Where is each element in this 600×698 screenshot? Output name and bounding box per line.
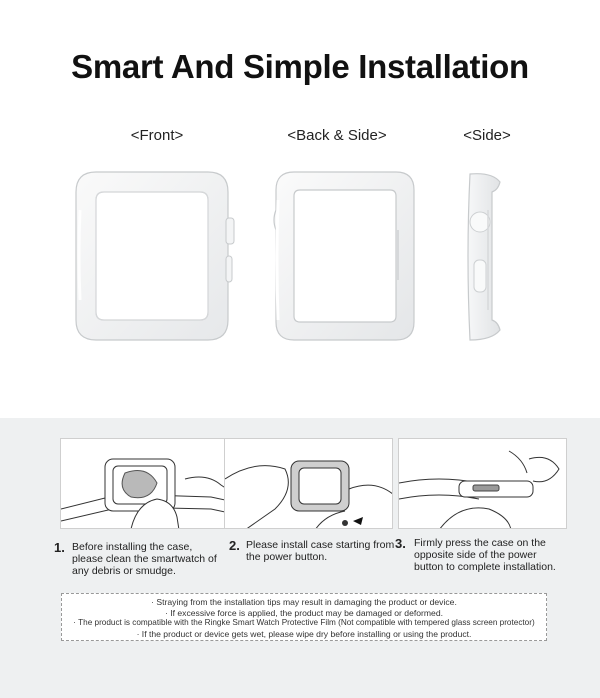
note-line: · If excessive force is applied, the product may be damaged or deformed. xyxy=(164,607,443,618)
side-view-label: <Side> xyxy=(463,127,511,144)
notes-box xyxy=(61,593,547,641)
back-case-image xyxy=(270,170,420,345)
front-view-label: <Front> xyxy=(130,127,184,144)
step-1-line: Before installing the case, xyxy=(72,541,193,553)
step-1-illustration xyxy=(60,438,229,529)
page-title: Smart And Simple Installation xyxy=(71,48,529,85)
step-2-line: Please install case starting from xyxy=(246,539,395,551)
note-line: · Straying from the installation tips may result in damaging the product or device. xyxy=(151,597,457,607)
step-2-line: the power button. xyxy=(246,551,328,563)
step-1-number: 1. xyxy=(54,540,65,555)
step-3-line: opposite side of the power xyxy=(414,549,537,561)
back-side-view-label: <Back & Side> xyxy=(287,127,387,144)
step-1-line: any debris or smudge. xyxy=(72,565,176,577)
step-3-text xyxy=(414,537,556,573)
step-3-number: 3. xyxy=(395,536,406,551)
step-2-number: 2. xyxy=(229,538,240,553)
step-2-text xyxy=(246,539,394,563)
step-3-illustration xyxy=(398,438,567,529)
step-2-illustration xyxy=(224,438,393,529)
step-3-line: Firmly press the case on the xyxy=(414,537,546,549)
step-3-line: button to complete installation. xyxy=(414,561,556,573)
front-case-image xyxy=(68,170,238,345)
step-1-text xyxy=(72,541,217,577)
side-case-image xyxy=(462,170,512,345)
note-line: · If the product or device gets wet, please wipe dry before installing or using the product. xyxy=(136,628,472,639)
step-1-line: please clean the smartwatch of xyxy=(72,553,217,565)
note-line: · The product is compatible with the Ringke Smart Watch Protective Film (Not compatible with tempered glass screen protector) xyxy=(73,618,535,627)
